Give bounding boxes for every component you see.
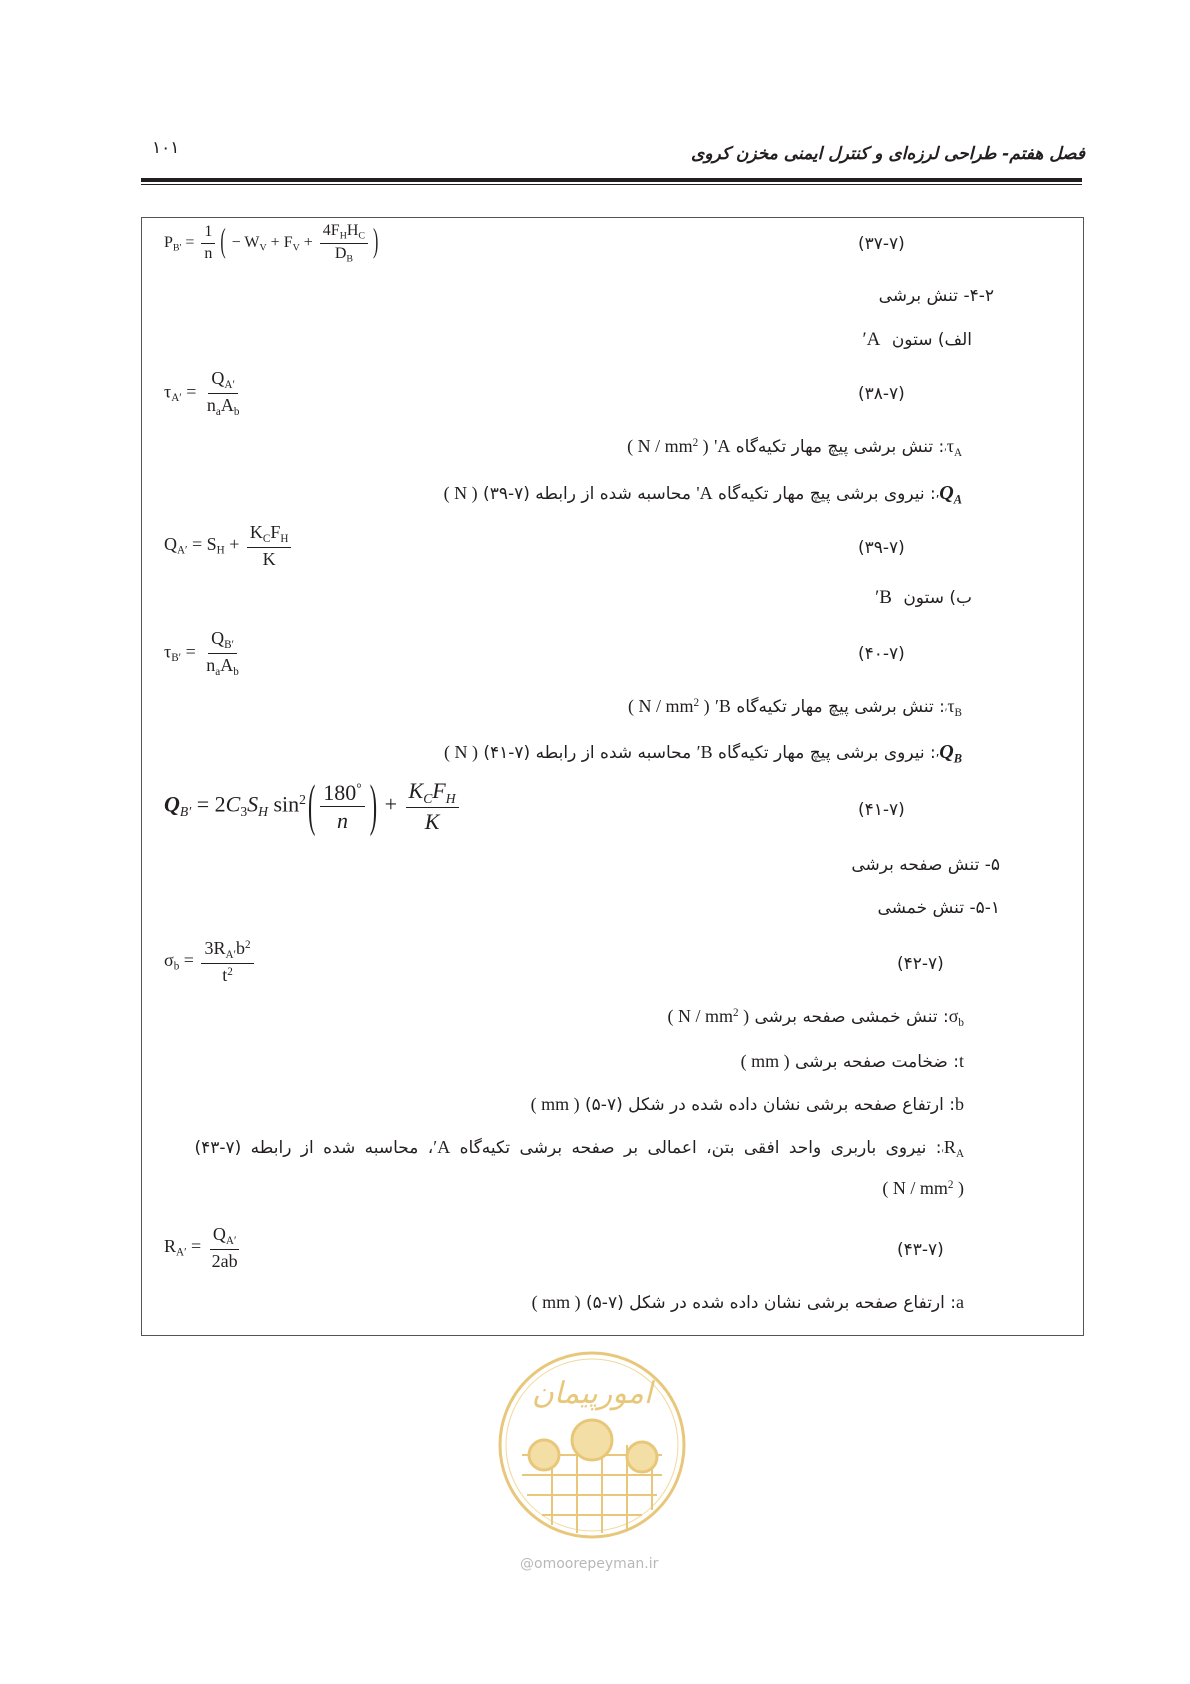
equation-38: $\tau_{A'}$ = $\frac{Q_{A'}}{n_aA_b}$ — [164, 368, 240, 418]
column-a-label: الف) ستون — [891, 330, 972, 350]
definition-q-b-text: : نیروی برشی پیچ مهار تکیه‌گاه — [718, 743, 936, 763]
chapter-title: فصل هفتم- طراحی لرزه‌ای و کنترل ایمنی مخزن کروی — [691, 144, 1085, 164]
unit-n-1: ( N ) — [443, 483, 478, 503]
definition-a: a: ارتفاع صفحه برشی نشان داده شده در شکل (۷-۵) ( mm ) — [531, 1292, 964, 1313]
equation-number-41: (۴۱-۷) — [858, 800, 905, 820]
watermark-url: @omoorepeyman.ir — [520, 1556, 659, 1572]
definition-tau-b-text: : تنش برشی پیچ مهار تکیه‌گاه — [736, 697, 945, 717]
section-heading-5: ۵- تنش صفحه برشی — [851, 855, 1000, 875]
watermark-logo — [482, 1345, 702, 1545]
subsection-column-b — [875, 587, 972, 609]
content-frame — [141, 217, 1084, 1336]
equation-40: $\tau_{B'}$ = $\frac{Q_{B'}}{n_aA_b}$ — [164, 628, 239, 678]
definition-q-b: $Q_{B'}$: نیروی برشی پیچ مهار تکیه‌گاه B′ محاسبه شده از رابطه (۷-۴۱) ( N ) — [443, 741, 962, 766]
definition-sigma-b-text: : تنش خمشی صفحه برشی — [754, 1007, 949, 1027]
definition-tau-b: $\tau_{B'}$: تنش برشی پیچ مهار تکیه‌گاه B′ ( N / $mm^2$ ) — [628, 696, 962, 719]
header-rule-thin — [141, 184, 1082, 185]
definition-sigma-b: $\sigma_b$: تنش خمشی صفحه برشی ( N / $mm^2$ ) — [667, 1006, 964, 1029]
page-number: ۱۰۱ — [152, 138, 180, 158]
definition-t: t: ضخامت صفحه برشی ( mm ) — [740, 1051, 964, 1072]
definition-q-a: $Q_{A'}$: نیروی برشی پیچ مهار تکیه‌گاه A' محاسبه شده از رابطه (۷-۳۹) ( N ) — [443, 482, 962, 507]
definition-tau-a-text: : تنش برشی پیچ مهار تکیه‌گاه — [735, 437, 945, 457]
equation-39: $Q_{A'} = S_H$ + $\frac{K_CF_H}{K}$ — [164, 522, 294, 569]
equation-43: $R_{A'}$ = $\frac{Q_{A'}}{2ab}$ — [164, 1224, 238, 1271]
unit-n-2: ( N ) — [443, 742, 478, 762]
equation-37: $P_{B'}$ = $\frac{1}{n}$ ( − $W_V + F_V$ + $\frac{4F_HH_C}{D_B}$ ) — [164, 222, 379, 265]
definition-q-b-ref: محاسبه شده از رابطه (۷-۴۱) — [483, 743, 692, 763]
column-b-label: ب) ستون — [903, 588, 972, 608]
section-heading-4-2: ۴-۲- تنش برشی — [878, 286, 994, 306]
definition-q-a-text: : نیروی برشی پیچ مهار تکیه‌گاه — [718, 484, 936, 504]
definition-a-text: : ارتفاع صفحه برشی نشان داده شده در شکل (۷-۵) — [586, 1293, 956, 1313]
equation-42: $\sigma_b$ = $\frac{3R_{A'}b^2}{t^2}$ — [164, 938, 257, 985]
definition-r-a-ref: ، محاسبه شده از رابطه (۷-۴۳) — [194, 1138, 434, 1158]
watermark-logo-graphic — [482, 1345, 702, 1545]
section-heading-5-1: ۵-۱- تنش خمشی — [877, 898, 1000, 918]
equation-number-38: (۳۸-۷) — [858, 384, 905, 404]
unit-mm-2: ( mm ) — [530, 1094, 580, 1114]
definition-b: b: ارتفاع صفحه برشی نشان داده شده در شکل (۷-۵) ( mm ) — [530, 1094, 964, 1115]
equation-number-39: (۳۹-۷) — [858, 538, 905, 558]
column-a-symbol: A′ — [862, 329, 881, 350]
unit-mm-3: ( mm ) — [531, 1292, 581, 1312]
definition-r-a-unit: ( N / $mm^2$ ) — [882, 1178, 964, 1198]
unit-mm-1: ( mm ) — [740, 1051, 790, 1071]
header-rule-thick — [141, 178, 1082, 182]
subsection-column-a — [863, 329, 972, 351]
definition-r-a: $R_{A'}$: نیروی باربری واحد افقی بتن، اعمالی بر صفحه برشی تکیه‌گاه A′، محاسبه شده از رابطه (۷-۴۳) — [194, 1137, 964, 1160]
equation-number-40: (۴۰-۷) — [858, 644, 905, 664]
definition-q-a-ref: محاسبه شده از رابطه (۷-۳۹) — [483, 484, 691, 504]
definition-tau-a: $\tau_{A'}$: تنش برشی پیچ مهار تکیه‌گاه A' ( N / $mm^2$ ) — [627, 436, 962, 459]
definition-b-text: : ارتفاع صفحه برشی نشان داده شده در شکل (۷-۵) — [585, 1095, 955, 1115]
equation-number-37: (۳۷-۷) — [858, 234, 905, 254]
definition-r-a-text: : نیروی باربری واحد افقی بتن، اعمالی بر صفحه برشی تکیه‌گاه — [459, 1138, 942, 1158]
equation-41: $Q_{B'} = 2C_3S_H$ $\sin^2$( $\frac{180^\circ}{n}$ ) + $\frac{K_CF_H}{K}$ — [164, 778, 462, 835]
equation-number-42: (۴۲-۷) — [897, 954, 944, 974]
definition-t-text: : ضخامت صفحه برشی — [795, 1052, 959, 1072]
equation-number-43: (۴۳-۷) — [897, 1240, 944, 1260]
column-b-symbol: B′ — [875, 587, 892, 608]
watermark-logo-text: امورپیمان — [531, 1376, 653, 1411]
